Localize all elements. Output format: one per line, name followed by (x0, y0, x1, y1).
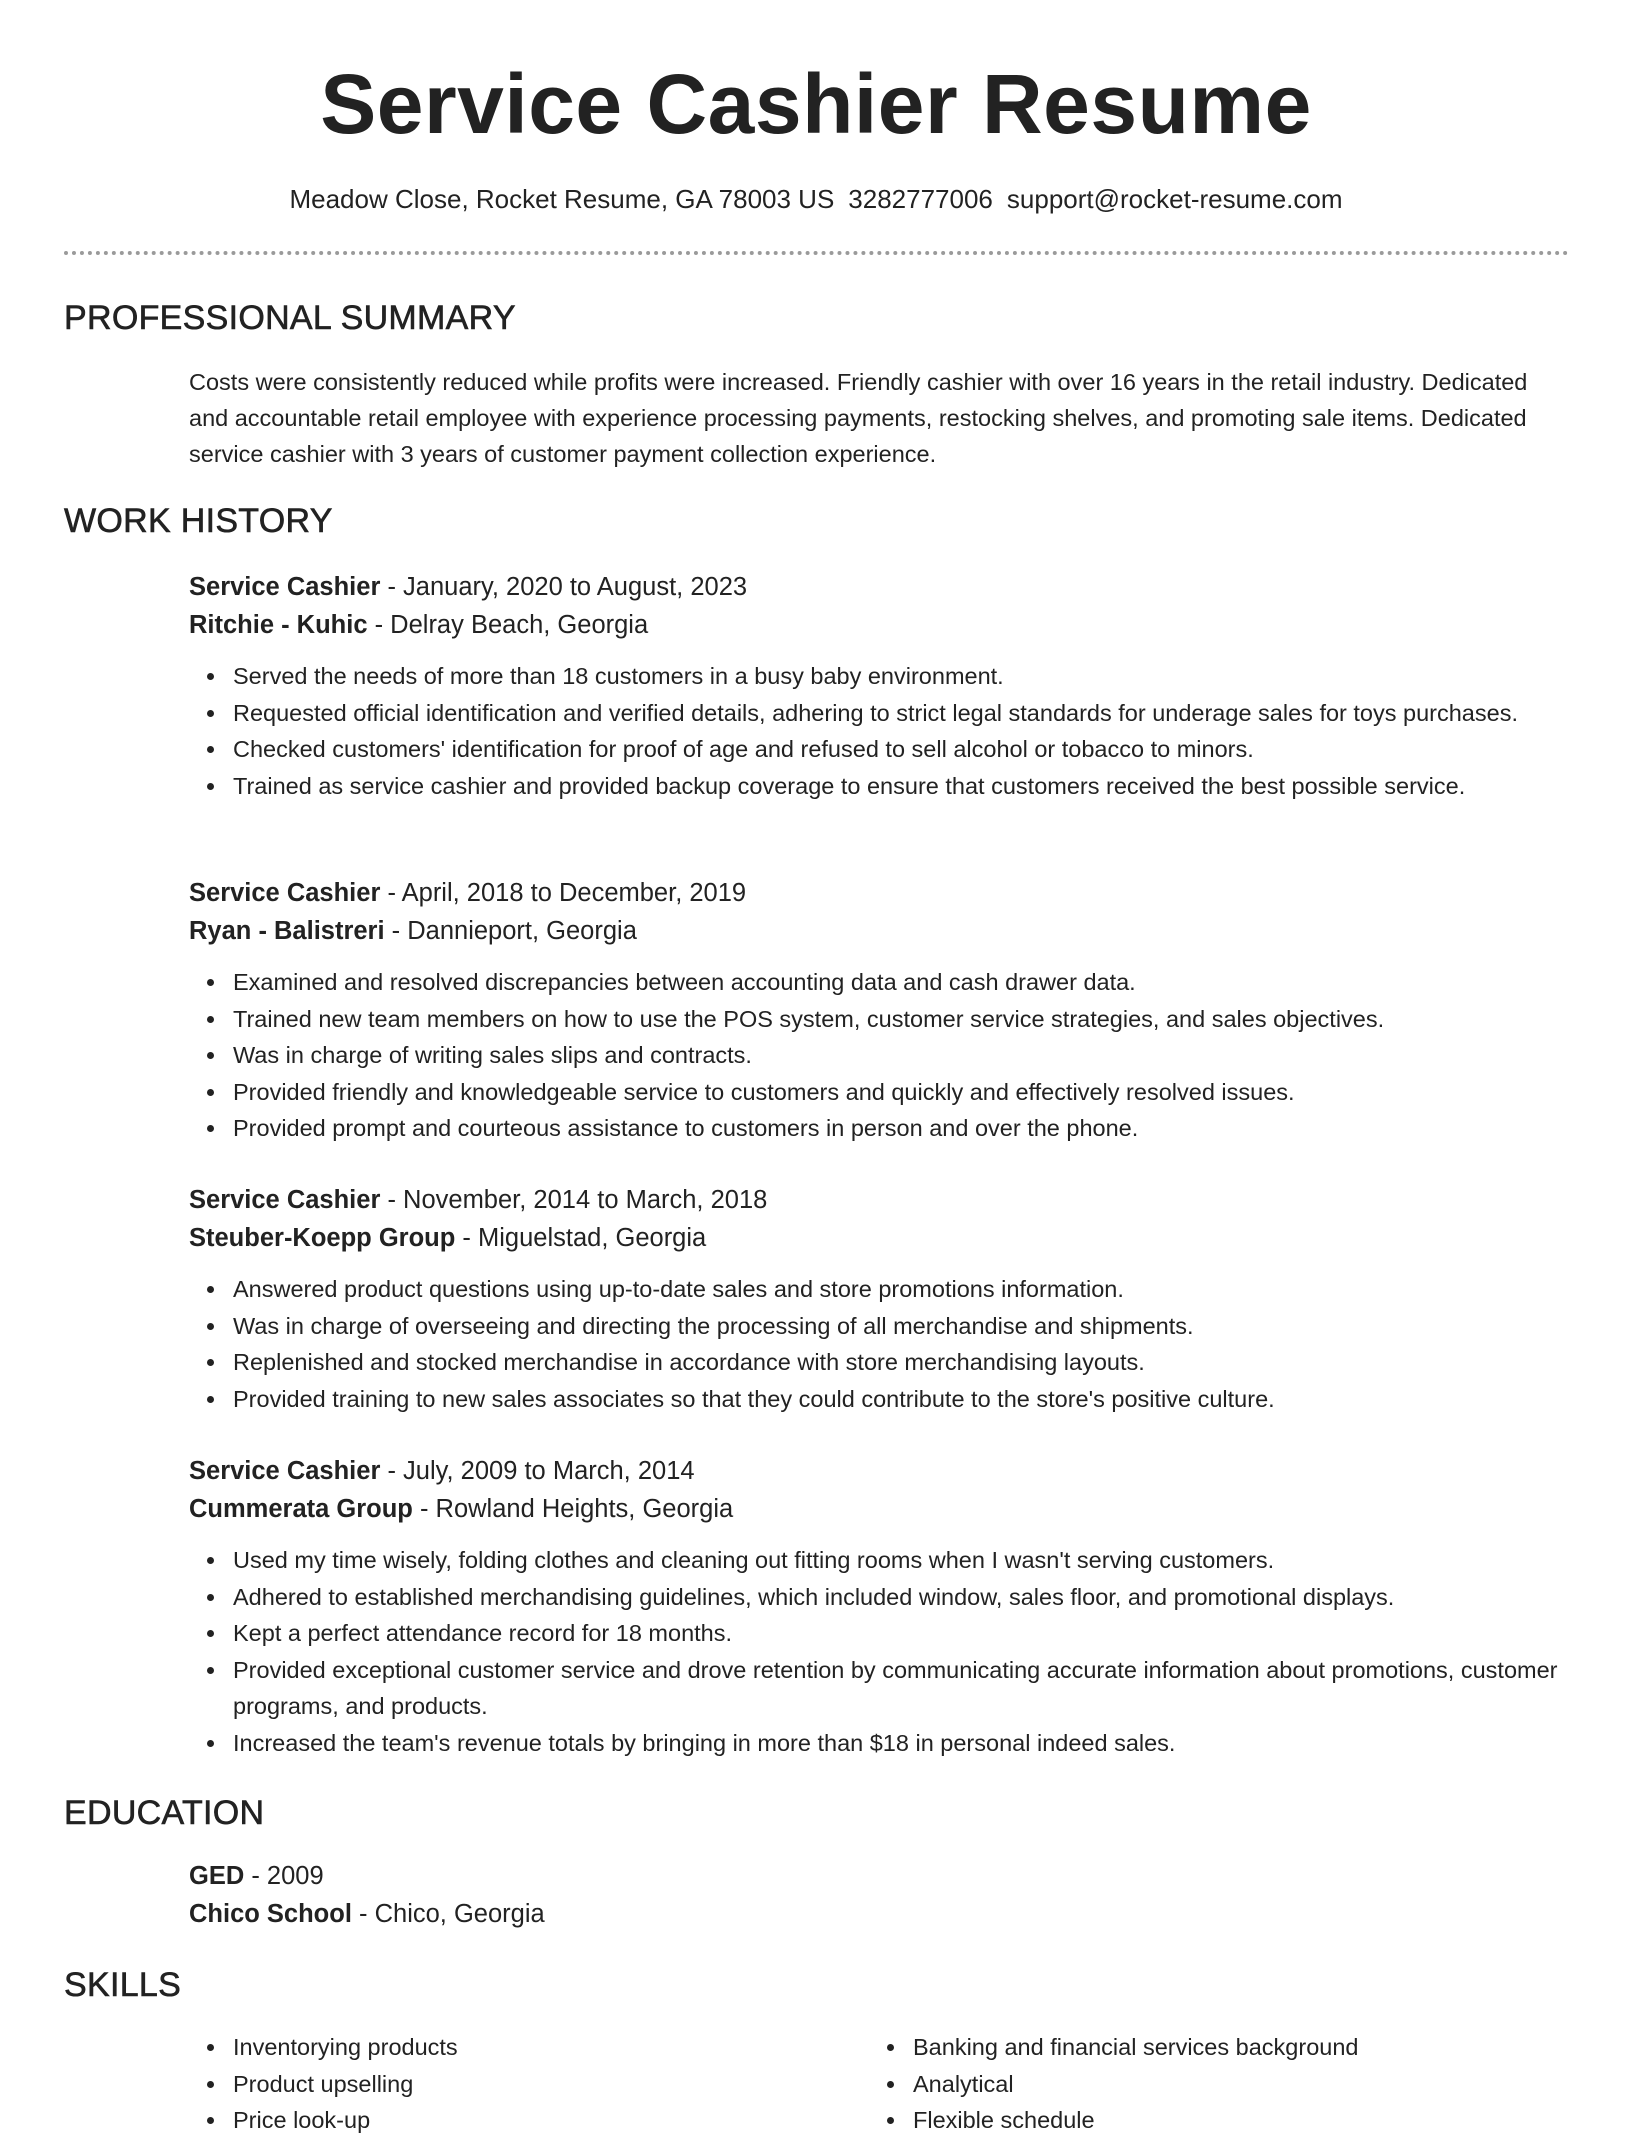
job-role: Service Cashier (189, 879, 381, 907)
list-item: Price look-up (233, 2102, 849, 2139)
job-title-line (189, 1181, 1569, 1219)
list-item: Kept a perfect attendance record for 18 months. (233, 1615, 1569, 1652)
job-role: Service Cashier (189, 573, 381, 601)
job-location: - Rowland Heights, Georgia (412, 1495, 734, 1523)
job-location: - Delray Beach, Georgia (367, 611, 649, 639)
job-title-line (189, 874, 1569, 912)
list-item: Increased the team's revenue totals by bringing in more than $18 in personal indeed sales. (233, 1725, 1569, 1762)
job-title-line (189, 1452, 1569, 1490)
contact-address: Meadow Close, Rocket Resume, GA 78003 US (289, 184, 835, 214)
job-location: - Miguelstad, Georgia (455, 1224, 707, 1252)
education-year: - 2009 (244, 1862, 324, 1890)
list-item: Replenished and stocked merchandise in accordance with store merchandising layouts. (233, 1344, 1569, 1381)
education-heading: EDUCATION (64, 1794, 265, 1832)
list-item: Provided friendly and knowledgeable service to customers and quickly and effectively resolved issues. (233, 1074, 1569, 1111)
list-item: Provided prompt and courteous assistance to customers in person and over the phone. (233, 1110, 1569, 1147)
job-location: - Dannieport, Georgia (384, 917, 637, 945)
list-item: Analytical (913, 2066, 1529, 2103)
education-school-line (189, 1895, 1569, 1933)
job-dates: - January, 2020 to August, 2023 (380, 573, 748, 601)
list-item: Used my time wisely, folding clothes and cleaning out fitting rooms when I wasn't serving customers. (233, 1542, 1569, 1579)
skills-heading: SKILLS (64, 1966, 182, 2004)
list-item: Banking and financial services background (913, 2029, 1529, 2066)
summary-text: Costs were consistently reduced while profits were increased. Friendly cashier with over 16 years in the retail industry. Dedicated and accountable retail employee with experience processing payments, restocking shelves, and promoting sale items. Dedicated service cashier with 3 years of customer payment collection experience. (189, 369, 1528, 467)
skills-list (189, 2029, 849, 2139)
list-item: Flexible schedule (913, 2102, 1529, 2139)
job-dates: - November, 2014 to March, 2018 (380, 1186, 768, 1214)
job-bullet-list (189, 1271, 1569, 1417)
header-divider (64, 251, 1569, 255)
job-dates: - July, 2009 to March, 2014 (380, 1457, 695, 1485)
job-dates: - April, 2018 to December, 2019 (380, 879, 747, 907)
job-company: Ritchie - Kuhic (189, 611, 368, 639)
job-title-line (189, 568, 1569, 606)
education-degree-line (189, 1857, 1569, 1895)
job-bullet-list (189, 1542, 1569, 1761)
job-bullet-list (189, 658, 1569, 804)
list-item: Provided exceptional customer service and drove retention by communicating accurate information about promotions, customer programs, and products. (233, 1652, 1569, 1725)
skills-list (869, 2029, 1529, 2139)
education-location: - Chico, Georgia (351, 1900, 545, 1928)
list-item: Trained new team members on how to use the POS system, customer service strategies, and sales objectives. (233, 1001, 1569, 1038)
list-item: Examined and resolved discrepancies between accounting data and cash drawer data. (233, 964, 1569, 1001)
skills-left-column (189, 2029, 849, 2139)
summary-block (189, 364, 1569, 472)
list-item: Product upselling (233, 2066, 849, 2103)
list-item: Inventorying products (233, 2029, 849, 2066)
job-company-line (189, 1219, 1569, 1257)
contact-phone: 3282777006 (848, 184, 993, 214)
list-item: Adhered to established merchandising guidelines, which included window, sales floor, and promotional displays. (233, 1579, 1569, 1616)
list-item: Answered product questions using up-to-date sales and store promotions information. (233, 1271, 1569, 1308)
contact-line (0, 181, 1632, 217)
education-entry (189, 1857, 1569, 1933)
education-school: Chico School (189, 1900, 352, 1928)
job-entry (189, 568, 1569, 804)
list-item: Trained as service cashier and provided backup coverage to ensure that customers received the best possible service. (233, 768, 1569, 805)
job-company: Cummerata Group (189, 1495, 413, 1523)
job-company: Steuber-Koepp Group (189, 1224, 456, 1252)
list-item: Checked customers' identification for proof of age and refused to sell alcohol or tobacco to minors. (233, 731, 1569, 768)
job-entry (189, 1181, 1569, 1417)
summary-heading: PROFESSIONAL SUMMARY (64, 299, 516, 337)
job-company: Ryan - Balistreri (189, 917, 385, 945)
education-degree: GED (189, 1862, 245, 1890)
resume-title: Service Cashier Resume (320, 57, 1312, 151)
list-item: Was in charge of writing sales slips and contracts. (233, 1037, 1569, 1074)
job-company-line (189, 606, 1569, 644)
job-role: Service Cashier (189, 1457, 381, 1485)
job-company-line (189, 912, 1569, 950)
list-item: Was in charge of overseeing and directing the processing of all merchandise and shipments. (233, 1308, 1569, 1345)
job-entry (189, 874, 1569, 1147)
list-item: Served the needs of more than 18 customers in a busy baby environment. (233, 658, 1569, 695)
list-item: Requested official identification and verified details, adhering to strict legal standards for underage sales for toys purchases. (233, 695, 1569, 732)
job-company-line (189, 1490, 1569, 1528)
job-role: Service Cashier (189, 1186, 381, 1214)
job-entry (189, 1452, 1569, 1761)
work-history-heading: WORK HISTORY (64, 502, 333, 540)
job-bullet-list (189, 964, 1569, 1147)
contact-email: support@rocket-resume.com (1006, 184, 1343, 214)
skills-right-column (869, 2029, 1529, 2139)
list-item: Provided training to new sales associates so that they could contribute to the store's positive culture. (233, 1381, 1569, 1418)
